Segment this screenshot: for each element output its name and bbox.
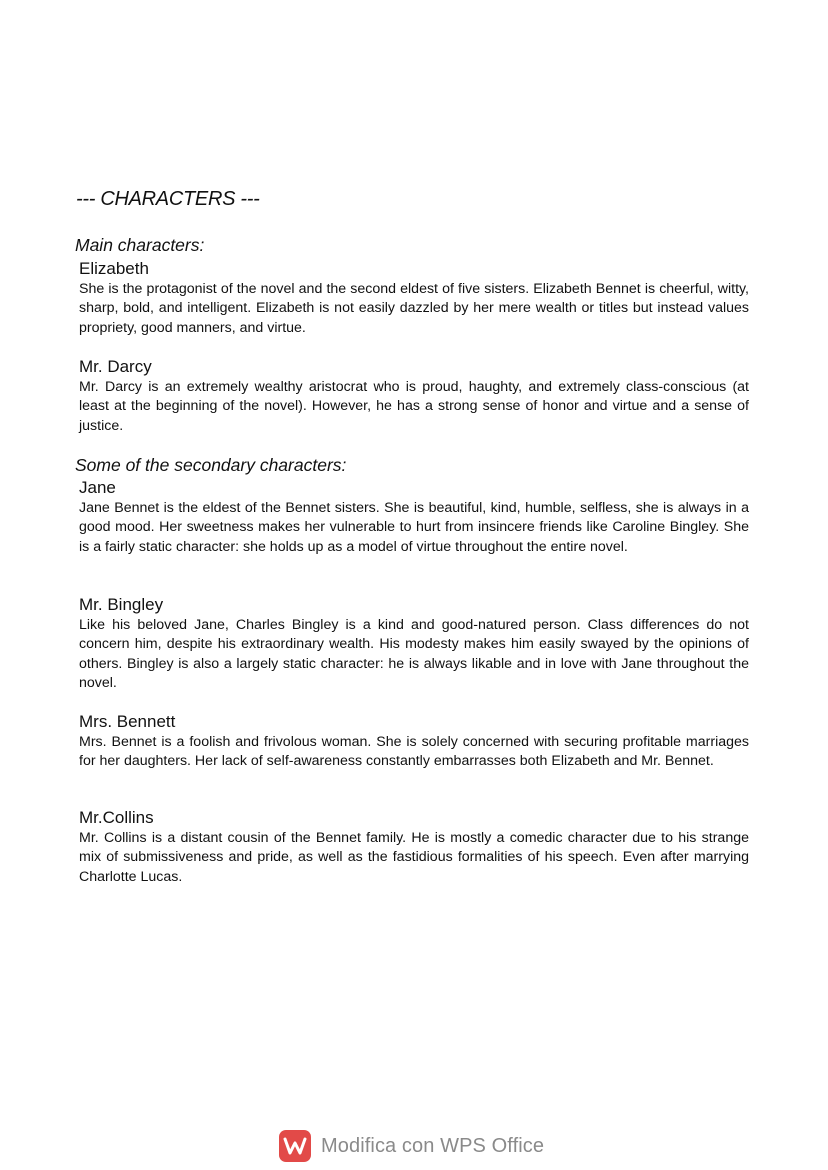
character-name: Mr. Bingley bbox=[79, 595, 164, 614]
character-description: Mrs. Bennet is a foolish and frivolous woman. She is solely concerned with securing profitable marriages for her daughters. Her lack of self-awareness constantly embarrasses both Elizabeth and Mr. Bennet. bbox=[79, 734, 749, 770]
character-block-darcy bbox=[79, 357, 749, 436]
page-title: --- CHARACTERS --- bbox=[76, 188, 260, 210]
character-description: She is the protagonist of the novel and the second eldest of five sisters. Elizabeth Bennet is cheerful, witty, sharp, bold, and intelligent. Elizabeth is not easily dazzled by her mere wealth or titles but instead values propriety, good manners, and virtue. bbox=[79, 281, 749, 336]
wps-edit-label: Modifica con WPS Office bbox=[321, 1134, 545, 1157]
secondary-characters-heading: Some of the secondary characters: bbox=[75, 455, 347, 475]
wps-logo-icon bbox=[279, 1130, 311, 1162]
wps-edit-link[interactable] bbox=[279, 1130, 544, 1162]
character-block-jane bbox=[79, 478, 749, 557]
character-block-mrs-bennett bbox=[79, 712, 749, 772]
character-block-collins bbox=[79, 808, 749, 887]
character-name: Elizabeth bbox=[79, 259, 149, 278]
character-description: Like his beloved Jane, Charles Bingley is a kind and good-natured person. Class differences do not concern him, despite his extraordinary wealth. His modesty makes him easily swayed by the opinions of others. Bingley is also a largely static character: he is always likable and in love with Jane throughout the novel. bbox=[79, 617, 749, 692]
character-name: Jane bbox=[79, 478, 116, 497]
character-description: Jane Bennet is the eldest of the Bennet sisters. She is beautiful, kind, humble, selfless, she is always in a good mood. Her sweetness makes her vulnerable to hurt from insincere friends like Caroline Bingley. She is a fairly static character: she holds up as a model of virtue throughout the entire novel. bbox=[79, 500, 749, 555]
character-name: Mrs. Bennett bbox=[79, 712, 176, 731]
character-name: Mr.Collins bbox=[79, 808, 154, 827]
character-description: Mr. Collins is a distant cousin of the Bennet family. He is mostly a comedic character due to his strange mix of submissiveness and pride, as well as the fastidious formalities of his speech. Even after marrying Charlotte Lucas. bbox=[79, 830, 749, 885]
character-description: Mr. Darcy is an extremely wealthy aristocrat who is proud, haughty, and extremely class-conscious (at least at the beginning of the novel). However, he has a strong sense of honor and virtue and a sense of justice. bbox=[79, 379, 749, 434]
character-block-elizabeth bbox=[79, 259, 749, 338]
character-name: Mr. Darcy bbox=[79, 357, 152, 376]
character-block-bingley bbox=[79, 595, 749, 694]
main-characters-heading: Main characters: bbox=[75, 235, 205, 255]
